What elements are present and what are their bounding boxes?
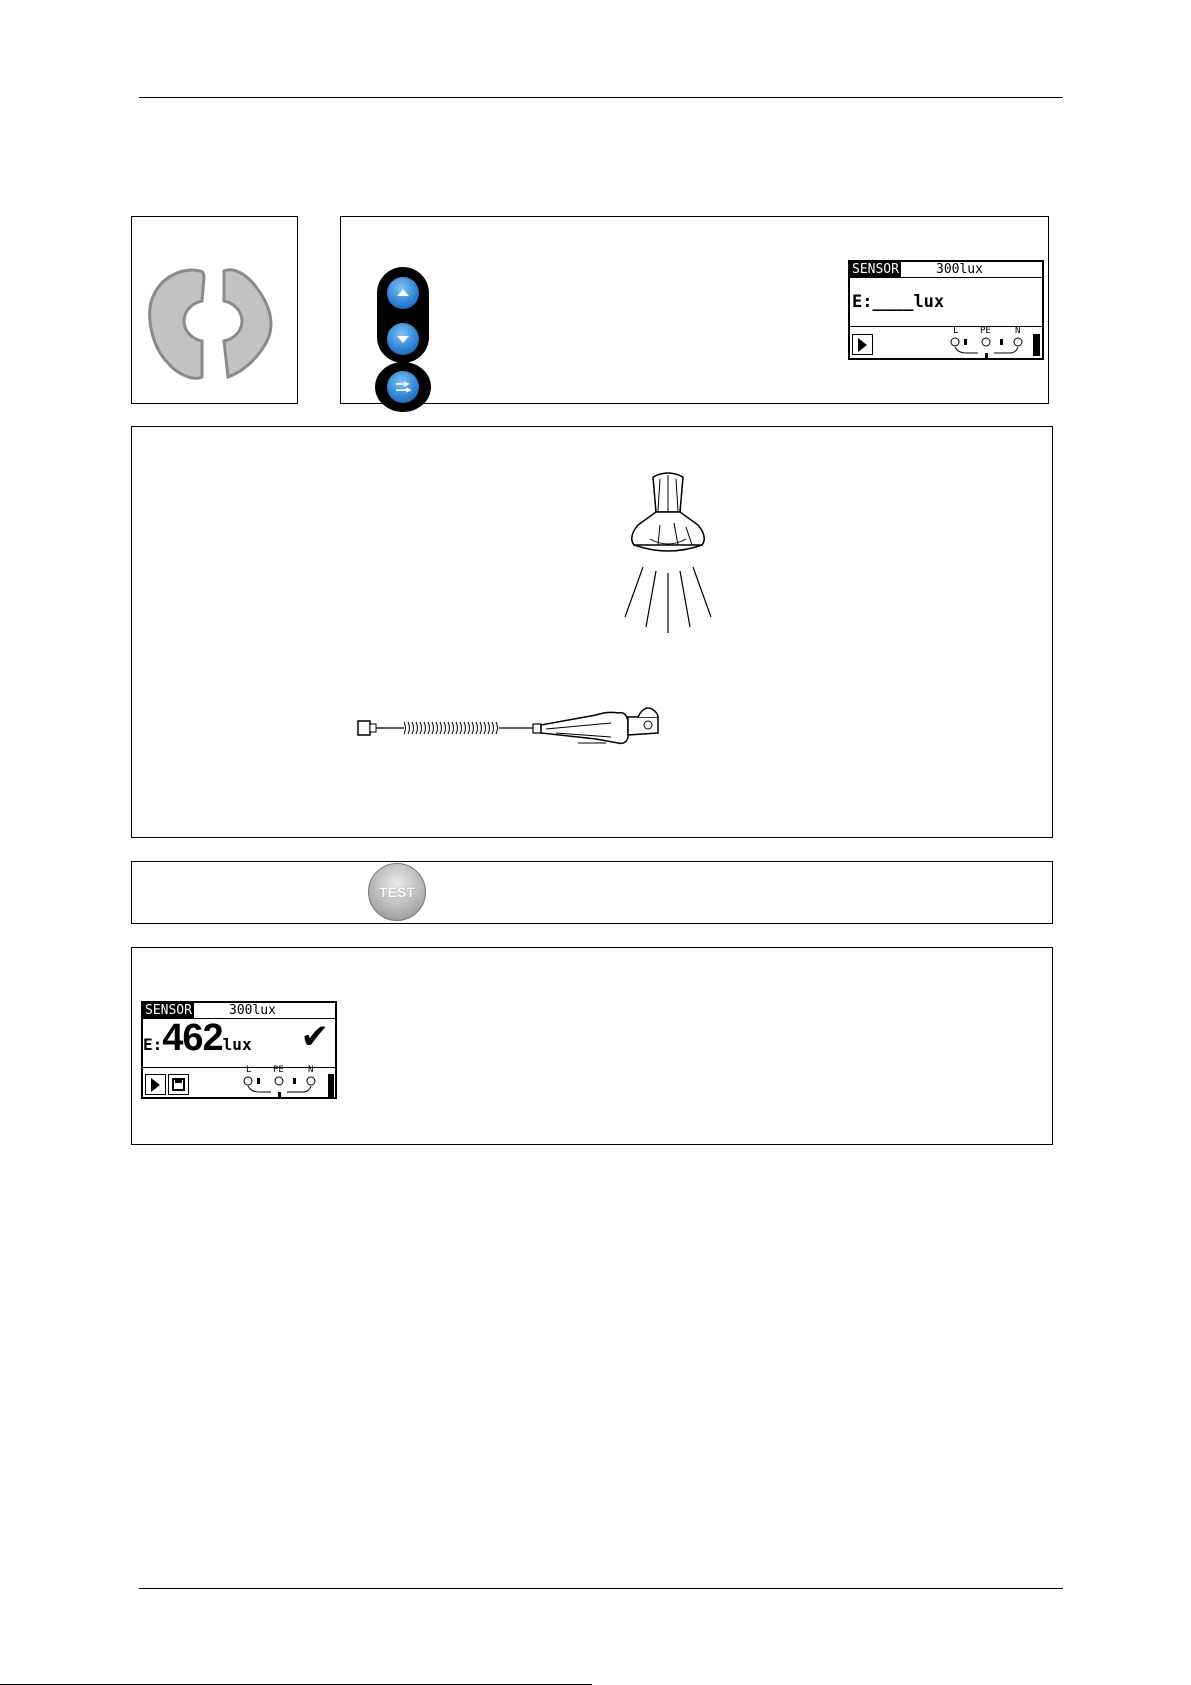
footer-rule [139, 1588, 1063, 1589]
test-box [131, 861, 1053, 924]
lcd-reading-value: ____ [872, 292, 914, 312]
lux-probe-icon [356, 697, 696, 767]
lcd-result-range-label: 300lux [229, 1003, 276, 1018]
lcd-result-prefix: E: [143, 1035, 163, 1054]
measurement-setup-box [131, 426, 1053, 838]
lcd-result-mode-label: SENSOR [145, 1003, 192, 1018]
lcd-reading-unit: lux [913, 292, 945, 312]
lcd-reading-prefix: E: [852, 292, 873, 312]
result-box [131, 947, 1053, 1145]
lcd-mode-label: SENSOR [852, 262, 899, 277]
play-icon [145, 1074, 166, 1095]
lcd-setup-screen [848, 260, 1044, 360]
terminal-pe-label: PE [273, 1065, 284, 1075]
setup-box [340, 216, 1049, 404]
lcd-battery-bar [328, 1074, 334, 1097]
header-rule [139, 97, 1063, 98]
lcd-result-value: 462 [162, 1017, 223, 1059]
test-button-label: TEST [379, 884, 415, 900]
tab-button-icon[interactable] [381, 365, 425, 409]
button-stack [375, 267, 431, 407]
terminal-n-label: N [1015, 326, 1021, 336]
terminal-l-label: L [953, 326, 959, 336]
down-arrow-button-icon[interactable] [381, 317, 425, 361]
terminal-pe-label: PE [980, 326, 991, 336]
lcd-range-label: 300lux [936, 262, 983, 277]
up-arrow-button-icon[interactable] [381, 271, 425, 315]
lcd-result-unit: lux [222, 1035, 252, 1054]
lamp-icon [598, 467, 738, 667]
terminal-n-label: N [308, 1065, 314, 1075]
selector-knob-icon[interactable] [132, 217, 297, 403]
terminal-l-label: L [246, 1065, 252, 1075]
lcd-battery-bar [1033, 334, 1040, 356]
checkmark-icon: ✔ [300, 1017, 329, 1057]
save-icon [168, 1074, 189, 1095]
selector-box [131, 216, 298, 404]
play-icon [852, 334, 873, 355]
test-button-icon[interactable] [368, 863, 426, 921]
lcd-result-screen [141, 1001, 337, 1099]
